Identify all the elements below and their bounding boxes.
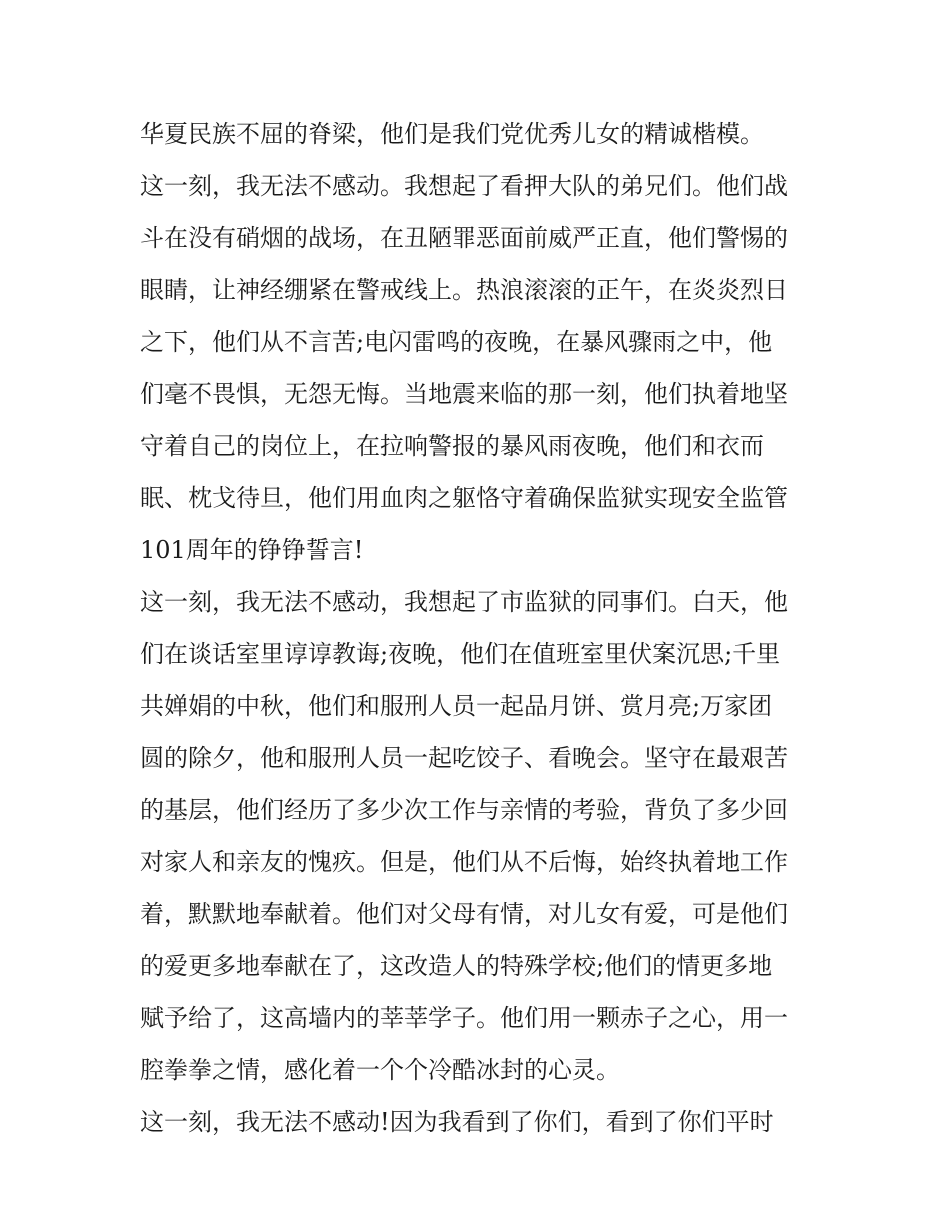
text-line: 腔拳拳之情，感化着一个个冷酷冰封的心灵。 (140, 1056, 620, 1084)
text-line: 这一刻，我无法不感动。我想起了看押大队的弟兄们。他们战 (140, 172, 788, 200)
text-line: 对家人和亲友的愧疚。但是，他们从不后悔，始终执着地工作 (140, 848, 788, 876)
text-line: 的爱更多地奉献在了，这改造人的特殊学校;他们的情更多地 (140, 952, 773, 980)
text-line: 共婵娟的中秋，他们和服刑人员一起品月饼、赏月亮;万家团 (140, 692, 773, 720)
text-line: 华夏民族不屈的脊梁，他们是我们党优秀儿女的精诚楷模。 (140, 120, 764, 148)
text-line: 这一刻，我无法不感动，我想起了市监狱的同事们。白天，他 (140, 588, 788, 616)
text-line: 眠、枕戈待旦，他们用血肉之躯恪守着确保监狱实现安全监管 (140, 484, 788, 512)
text-line: 赋予给了，这高墙内的莘莘学子。他们用一颗赤子之心，用一 (140, 1004, 788, 1032)
text-line: 眼睛，让神经绷紧在警戒线上。热浪滚滚的正午，在炎炎烈日 (140, 276, 788, 304)
text-line: 着，默默地奉献着。他们对父母有情，对儿女有爱，可是他们 (140, 900, 788, 928)
text-line: 的基层，他们经历了多少次工作与亲情的考验，背负了多少回 (140, 796, 788, 824)
text-line: 们在谈话室里谆谆教诲;夜晚，他们在值班室里伏案沉思;千里 (140, 640, 781, 668)
text-line: 斗在没有硝烟的战场，在丑陋罪恶面前威严正直，他们警惕的 (140, 224, 788, 252)
text-line: 之下，他们从不言苦;电闪雷鸣的夜晚，在暴风骤雨之中，他 (140, 328, 773, 356)
text-line: 圆的除夕，他和服刑人员一起吃饺子、看晚会。坚守在最艰苦 (140, 744, 788, 772)
body-text (140, 108, 812, 1148)
text-line: 们毫不畏惧，无怨无悔。当地震来临的那一刻，他们执着地坚 (140, 380, 788, 408)
text-line: 101周年的铮铮誓言! (140, 536, 364, 564)
text-line: 这一刻，我无法不感动!因为我看到了你们，看到了你们平时 (140, 1108, 774, 1136)
text-line: 守着自己的岗位上，在拉响警报的暴风雨夜晚，他们和衣而 (140, 432, 764, 460)
